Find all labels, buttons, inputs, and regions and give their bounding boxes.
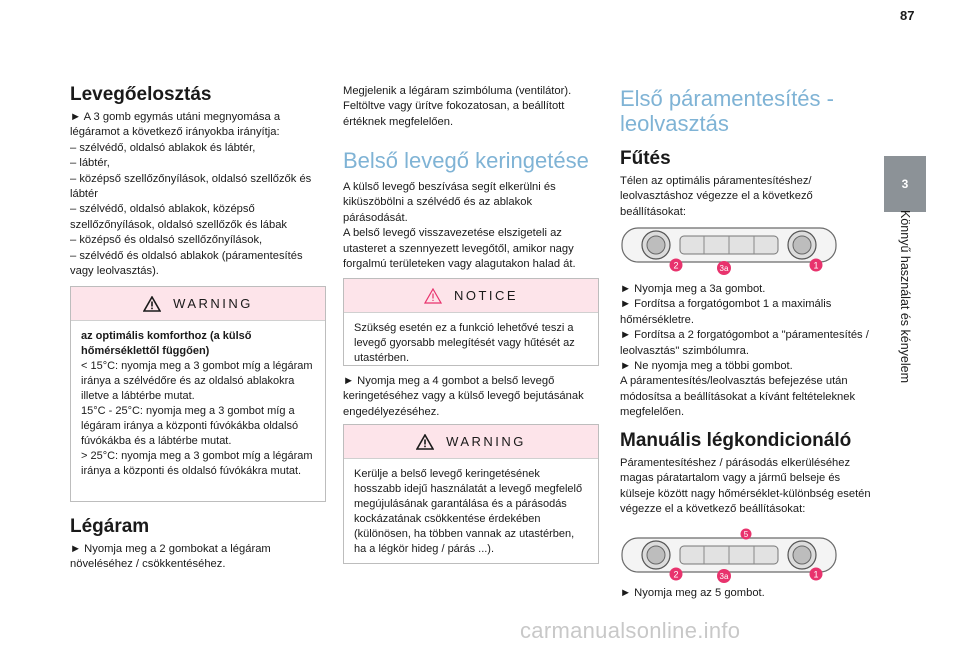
warning-header	[71, 287, 325, 321]
fan-symbol-text: Megjelenik a légáram szimbóluma (ventilátor). Feltöltve vagy ürítve fokozatosan, a beállított értéknek megfelelően.	[343, 85, 572, 128]
section-title-manual-ac: Manuális légkondicionáló	[620, 430, 852, 451]
watermark: carmanualsonline.info	[520, 618, 741, 643]
warning-body-text: Kerülje a belső levegő keringetésének hosszabb idejű használatát a levegő megfelelő megújulásának garantálása és a párásodás kockázatának csökkentése érdekében (különösen, ha többen vannak az utastérben, ha a légkör hideg / párás ...).	[354, 468, 583, 555]
chapter-tab	[884, 156, 926, 212]
notice-body-text: Szükség esetén ez a funkció lehetővé teszi a levegő gyorsabb melegítését vagy hűtését az utastérben.	[354, 322, 575, 364]
warning-icon	[143, 296, 161, 312]
heating-text: Télen az optimális páramentesítéshez/ leolvasztáshoz végezze el a következő beállításokat:	[620, 175, 813, 218]
svg-text:3a: 3a	[719, 572, 729, 581]
manual-ac-text: Páramentesítéshez / párásodás elkerüléséhez magas páratartalom vagy a jármű belseje és külseje között nagy hőmérséklet-különbség esetén végezze el a következő beállításokat:	[620, 457, 871, 516]
section-title-recirculation: Belső levegő keringetése	[343, 148, 589, 173]
svg-text:3a: 3a	[719, 264, 729, 273]
warning-box-recirculation	[343, 424, 599, 564]
control-panel-diagram-heating	[620, 224, 840, 276]
heating-steps-text: ► Nyomja meg a 3a gombot. ► Fordítsa a forgatógombot 1 a maximális hőmérsékletre. ► Fordítsa a 2 forgatógombot a "páramentesítés / leolvasztás" szimbólumra. ► Ne nyomja meg a többi gombot. A páramentesítés/leolvasztás befejezése után módosítsa a beállításokat a kívánt feltételeknek megfelelően.	[620, 283, 869, 419]
svg-text:1: 1	[813, 260, 819, 271]
section-title-air-distribution: Levegőelosztás	[70, 84, 212, 105]
section-title-front-demist: Első páramentesítés - leolvasztás	[620, 86, 834, 136]
warning-title: WARNING	[173, 296, 253, 311]
warning-bold-text: az optimális komforthoz (a külső hőmérséklettől függően)	[81, 330, 252, 357]
warning-box-comfort	[70, 286, 326, 502]
control-panel-diagram-ac	[620, 528, 840, 584]
section-title-heating: Fűtés	[620, 148, 671, 169]
chapter-number: 3	[901, 177, 909, 191]
svg-text:2: 2	[673, 260, 679, 271]
chapter-label-text: Könnyű használat és kényelem	[898, 210, 912, 384]
warning-title: WARNING	[446, 434, 526, 449]
section-title-airflow: Légáram	[70, 516, 150, 537]
svg-text:1: 1	[813, 569, 819, 580]
warning-body-text: < 15°C: nyomja meg a 3 gombot míg a légáram iránya a szélvédőre és az oldalsó ablakokra illetve a lábtérbe mutat. 15°C - 25°C: nyomja meg a 3 gombot míg a légáram iránya a központi fúvókákba oldalsó fúvókákba és a lábtérbe mutat. > 25°C: nyomja meg a 3 gombot míg a légáram iránya a központi és oldalsó fúvókákra mutat.	[81, 360, 313, 477]
notice-icon	[424, 288, 442, 304]
notice-box	[343, 278, 599, 366]
air-distribution-text: ► A 3 gomb egymás utáni megnyomása a légáramot a következő irányokba irányítja: – szélvédő, oldalsó ablakok és lábtér, – lábtér, – középső szellőzőnyílások, oldalsó szellőzők és lábtér – szélvédő, oldalsó ablakok, középső szellőzőnyílások, oldalsó szellőzők és lábak – középső és oldalsó szellőzőnyílások, – szélvédő és oldalsó ablakok (páramentesítés vagy leolvasztás).	[70, 111, 312, 278]
recirculation-text: A külső levegő beszívása segít elkerülni és kiküszöbölni a szélvédő és az ablakok párásodását. A belső levegő visszavezetése elszigeteli az utasteret a szennyezett levegőtől, amikor nagy forgalmú területeken vagy alagutakon halad át.	[343, 181, 576, 271]
notice-title: NOTICE	[453, 288, 519, 303]
chapter-label	[890, 210, 920, 450]
page-number: 87	[900, 8, 915, 23]
warning-header	[344, 425, 598, 459]
warning-icon	[416, 434, 434, 450]
svg-text:5: 5	[743, 530, 749, 539]
svg-text:2: 2	[673, 569, 679, 580]
recirculation-button-text: ► Nyomja meg a 4 gombot a belső levegő keringetéséhez vagy a külső levegő bejutásának engedélyezéséhez.	[343, 375, 584, 418]
notice-header	[344, 279, 598, 313]
airflow-text: ► Nyomja meg a 2 gombokat a légáram növeléséhez / csökkentéséhez.	[70, 543, 271, 571]
ac-step-text: ► Nyomja meg az 5 gombot.	[620, 587, 765, 599]
